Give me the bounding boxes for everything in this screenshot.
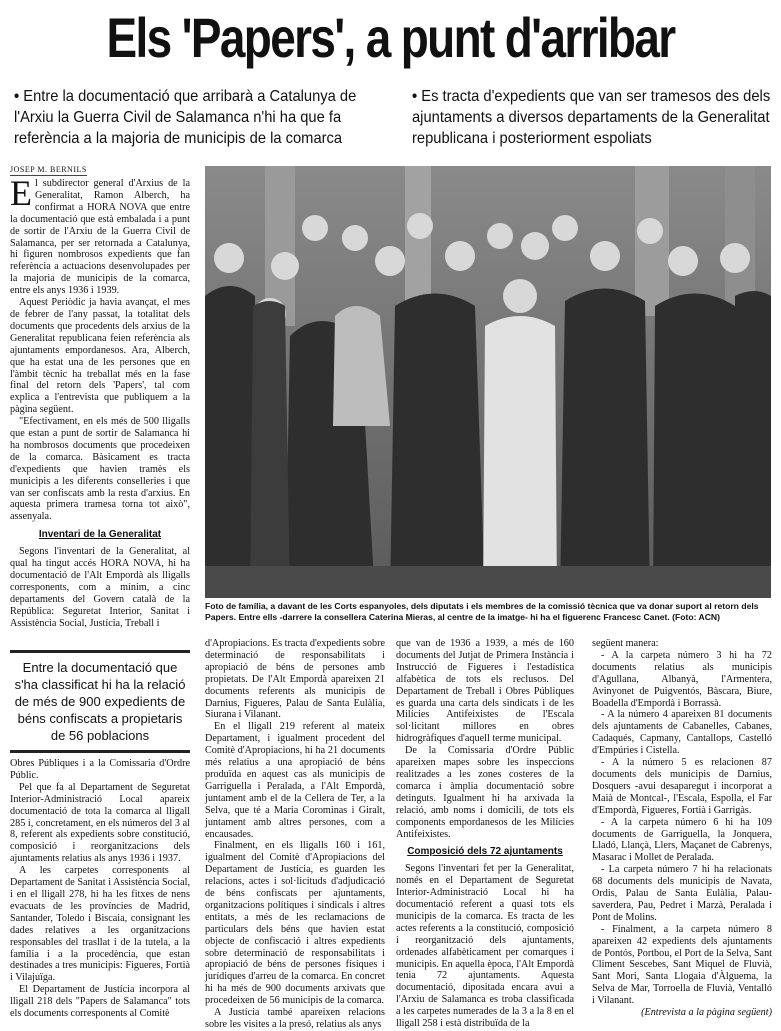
subheadline-right-text: Es tracta d'expedients que van ser tramesos des dels ajuntaments a diversos departaments de la Generalitat republicana i posteriorment espoliats xyxy=(412,88,771,147)
paragraph: - A la carpeta número 6 hi ha 109 documents de Garriguella, la Jonquera, Lladó, Llançà, Llers, Maçanet de Cabrenys, Masarac i Mollet de Peralada. xyxy=(592,816,772,864)
photo-caption: Foto de família, a davant de les Corts espanyoles, dels diputats i els membres de la comissió tècnica que va donar suport al retorn dels Papers. Entre ells -darrere la consellera Caterina Mieras, al centre de la imatge- hi ha el figuerenc Francesc Canet. (Foto: ACN) xyxy=(205,601,759,622)
article-column-2 xyxy=(205,638,385,1030)
bullet-icon: • xyxy=(412,88,418,105)
paragraph: "Efectivament, en els més de 500 lligalls que estan a punt de sortir de Salamanca hi ha nombrosos documents que procedeixen de la comarca. Bàsicament es tracta d'expedients que havien tramès els municipis a les diferents conselleries i que van ser confiscats amb la resta d'arxius. En aquesta primera tramesa torna tot això", assenyala. xyxy=(10,416,190,523)
article-column-4 xyxy=(592,638,772,1024)
paragraph: que van de 1936 a 1939, a més de 160 documents del Jutjat de Primera Instància i Instrucció de Figueres i l'estadística alfabètica de tots els reclusos. Del Departament de Treball i Obres Públiques es guarda una carta dels sindicats i de les Milícies Antifeixistes de l'Escala sol·licitant millores en obres hidrogràfiques d'aquell terme municipal. xyxy=(396,638,574,745)
article-column-1-continued xyxy=(10,758,190,1024)
paragraph: Aquest Periòdic ja havia avançat, el mes de febrer de l'any passat, la totalitat dels documents que procedents dels arxius de la Generalitat republicana feien referència als ajuntaments empordanesos. Ara, Alberch, que ha estat una de les persones que en l'àmbit tècnic ha treballat més en la fase final del retorn dels 'Papers', tal com explica a l'entrevista que publiquem a la pàgina següent. xyxy=(10,297,190,416)
byline: JOSEP M. BERNILS xyxy=(10,165,87,174)
paragraph: - La carpeta número 7 hi ha relacionats 68 documents dels municipis de Navata, Ordis, Palau de Santa Eulàlia, Palau-saverdera, Pau, Pedret i Marzà, Peralada i Pont de Molins. xyxy=(592,864,772,923)
pull-quote: Entre la documentació que s'ha classificat hi ha la relació de més de 900 expedients de béns confiscats a propietaris de 56 poblacions xyxy=(10,650,190,753)
paragraph: Pel que fa al Departament de Seguretat Interior-Administració Local apareix documentació de tota la comarca al lligall 285 i, concretament, en els números del 3 al 8, referent als expedients sobre constitució, composició i reorganitzacions dels ajuntaments relatius als anys 1936 i 1937. xyxy=(10,781,190,865)
subheadline-left xyxy=(14,86,377,149)
paragraph: - A la número 4 apareixen 81 documents dels ajuntaments de Cabanelles, Cabanes, Cadaqués, Capmany, Cantallops, Castelló d'Empúries i Cistella. xyxy=(592,709,772,757)
paragraph xyxy=(10,173,190,297)
group-photo-illustration xyxy=(205,166,771,598)
article-column-1 xyxy=(10,173,190,629)
subheadline-right xyxy=(412,86,775,149)
paragraph: Finalment, en els lligalls 160 i 161, igualment del Comitè d'Apropiacions del Departament de Justícia, es guarden les relacions, actes i sol·licituds d'adjudicació de béns confiscats per ajuntaments, organitzacions polítiques i sindicals i altres entitats, a més de les reclamacions de particulars dels béns que havien estat objecte de confiscació i altres expedients sobre determinació de responsabilitats i apropiació de béns de persones físiques i jurídiques d'arreu de la comarca. En concret hi ha més de 900 documents arxivats que procedeixen de 56 municipis de la comarca. xyxy=(205,840,385,1007)
paragraph: d'Apropiacions. Es tracta d'expedients sobre determinació de responsabilitats i apropiació de béns de persones amb propietats. De l'Alt Empordà apareixen 21 documents referents als municipis de Darnius, Figueres, Palau de Santa Eulàlia, Siurana i Vilanant. xyxy=(205,638,385,721)
paragraph: - Finalment, a la carpeta número 8 apareixen 42 expedients dels ajuntaments de Pontós, Portbou, el Port de la Selva, Sant Climent Sescebes, Sant Miquel de Fluvià, Sant Mori, Santa Llogaia d'Àlguema, la Selva de Mar, Torroella de Fluvià, Ventalló i Vilanant. xyxy=(592,923,772,1007)
paragraph: De la Comissaria d'Ordre Públic apareixen mapes sobre les inspeccions realitzades a les zones costeres de la comarca i àmplia documentació sobre detinguts. Igualment hi ha arxivada la relació, amb noms i domicili, de tots els components empordanesos de les Milícies Antifeixistes. xyxy=(396,745,574,840)
article-column-3 xyxy=(396,638,574,1030)
paragraph: següent manera: xyxy=(592,638,659,649)
continuation-note: (Entrevista a la pàgina següent) xyxy=(641,1007,772,1019)
paragraph: A Justícia també apareixen relacions sobre les visites a la presó, relatius als anys xyxy=(205,1007,385,1030)
paragraph: En el lligall 219 referent al mateix Departament, i igualment procedent del Comitè d'Apropiacions, hi ha 21 documents més relatius a una apropiació de béns produïda en aquest cas als municipis de Garriguella i Peralada, a l'Alt Empordà, juntament amb el de la Cellera de Ter, a la Selva, que té a Maria Corominas i Giralt, juntament amb altres persones, com a encausades. xyxy=(205,721,385,840)
paragraph: - A la número 5 es relacionen 87 documents dels municipis de Darnius, Dosquers -avui desaparegut i incorporat a Maià de Montcal-, l'Escala, Espolla, el Far d'Empordà, Figueres, Fortià i Garrigàs. xyxy=(592,757,772,816)
paragraph: Segons l'inventari de la Generalitat, al qual ha tingut accés HORA NOVA, hi ha documentació de l'Alt Empordà als lligalls corresponents, com a mínim, a cinc departaments del Govern català de la República: Seguretat Interior, Sanitat i Assistència Social, Justícia, Treball i xyxy=(10,546,190,629)
drop-cap: E xyxy=(10,173,32,213)
subheadline-left-text: Entre la documentació que arribarà a Catalunya de l'Arxiu la Guerra Civil de Salamanca n'hi ha que fa referència a la majoria de municipis de la comarca xyxy=(14,88,357,147)
section-subhead: Composició dels 72 ajuntaments xyxy=(407,846,563,858)
paragraph: A les carpetes corresponents al Departament de Sanitat i Assistència Social, i en el lligall 278, hi ha les fitxes de nens evacuats de les províncies de Madrid, Santander, Toledo i Biscaia, consignant les dades relatives a les organitzacions responsables del trasllat i de la tutela, a la família i a la procedència, que estan destinades a tres municipis: Figueres, Fortià i Vilajuïga. xyxy=(10,865,190,984)
group-photo xyxy=(205,166,771,598)
paragraph: Obres Públiques i a la Comissaria d'Ordre Públic. xyxy=(10,758,190,781)
paragraph-text: l subdirector general d'Arxius de la Generalitat, Ramon Alberch, ha confirmat a HORA NOVA que entre la documentació que està embalada i a punt de sortir de l'Arxiu de la Guerra Civil de Salamanca, per ser retornada a Catalunya, hi figuren nombrosos expedients que fan referència a actuacions desenvolupades per la majoria de municipis de la comarca, entre els anys 1936 i 1939. xyxy=(10,178,190,297)
headline: Els 'Papers', a punt d'arribar xyxy=(106,6,675,69)
section-subhead: Inventari de la Generalitat xyxy=(38,529,162,541)
paragraph: El Departament de Justícia incorpora al lligall 218 dels "Papers de Salamanca" tots els documents corresponents al Comitè xyxy=(10,984,190,1020)
paragraph: Segons l'inventari fet per la Generalitat, només en el Departament de Seguretat Interior-Administració Local hi ha documentació referent a quasi tots els municipis de la comarca. Es tracta de les actes referents a la constitució, composició i reorganització dels ajuntaments, ordenades alfabèticament per comarques i municipis. En aquella època, l'Alt Empordà tenia 72 ajuntaments. Aquesta documentació, dipositada encara avui a l'Arxiu de Salamanca es troba classificada a les carpetes numerades de la 3 a la 8 en el lligall 258 i està distribuïda de la xyxy=(396,863,574,1030)
bullet-icon: • xyxy=(14,88,20,105)
paragraph: - A la carpeta número 3 hi ha 72 documents relatius als municipis d'Agullana, Albanyà, l'Armentera, Avinyonet de Puigventós, Bàscara, Biure, Boadella d'Empordà i Borrassà. xyxy=(592,649,772,709)
